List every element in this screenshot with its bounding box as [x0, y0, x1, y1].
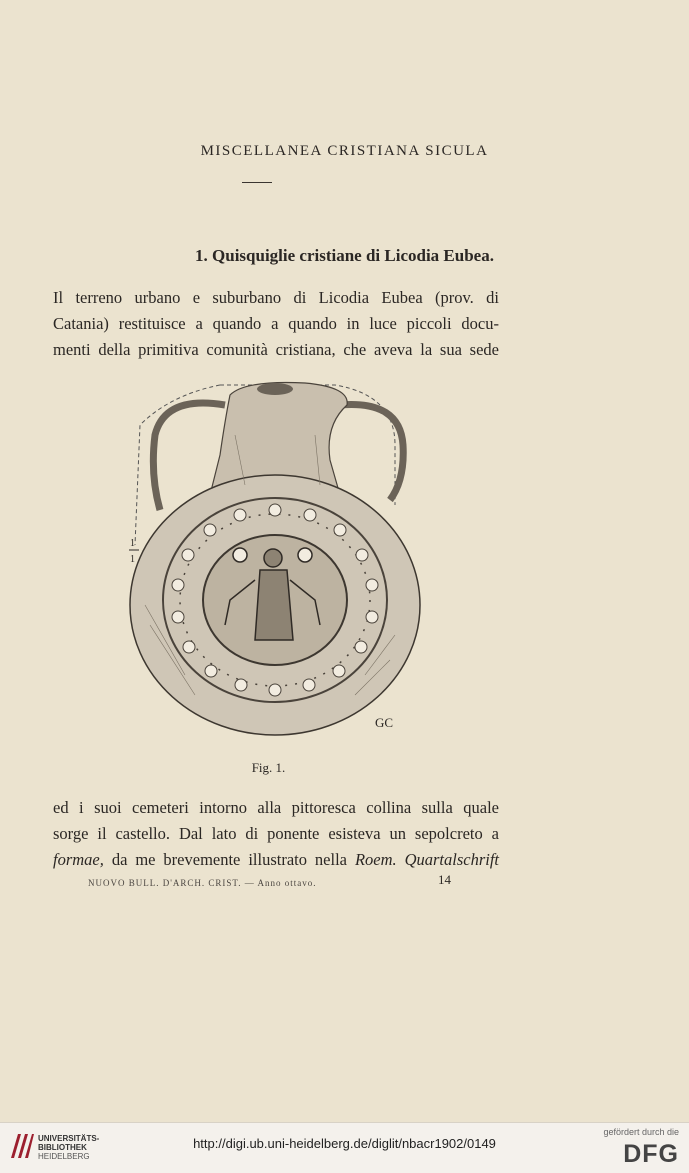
- paragraph-2: [53, 795, 499, 873]
- paragraph-1: [53, 285, 499, 363]
- italic-journal-ref: Roem. Quartalschrift: [354, 850, 499, 869]
- paragraph-2-line: sorge il castello. Dal lato di ponente esisteva un sepolcreto a: [53, 824, 499, 843]
- italic-formae: formae,: [53, 850, 104, 869]
- paragraph-1-line: Catania) restituisce a quando a quando in luce piccoli docu-: [53, 314, 499, 333]
- scale-mark-top: 1: [130, 538, 135, 549]
- dfg-logo[interactable]: DFG: [623, 1140, 679, 1168]
- paragraph-2-text: da me brevemente illustrato nella: [103, 850, 355, 869]
- figure-monogram: GC: [375, 715, 394, 730]
- library-line-2: BIBLIOTHEK: [38, 1143, 87, 1152]
- page-number: 14: [438, 872, 451, 887]
- paragraph-2-line: ed i suoi cemeteri intorno alla pittoresca collina sulla quale: [53, 798, 499, 817]
- scale-mark-bottom: 1: [130, 554, 135, 565]
- ampulla-figure: [125, 375, 425, 740]
- library-line-1: UNIVERSITÄTS-: [38, 1134, 100, 1143]
- paragraph-1-line: menti della primitiva comunità cristiana, che aveva la sua sede: [53, 340, 499, 359]
- page-heading: MISCELLANEA CRISTIANA SICULA: [200, 143, 489, 159]
- figure-caption: Fig. 1.: [251, 760, 286, 775]
- heading-rule: [242, 182, 272, 183]
- journal-footer: NUOVO BULL. D'ARCH. CRIST. — Anno ottavo.: [88, 878, 317, 888]
- paragraph-2-line: [53, 847, 499, 873]
- section-title: 1. Quisquiglie cristiane di Licodia Eubea.: [195, 246, 494, 265]
- paragraph-1-line: Il terreno urbano e suburbano di Licodia Eubea (prov. di: [53, 288, 499, 307]
- sponsor-label: gefördert durch die: [603, 1127, 679, 1137]
- library-line-3: HEIDELBERG: [38, 1152, 90, 1161]
- permalink-url[interactable]: http://digi.ub.uni-heidelberg.de/diglit/nbacr1902/0149: [193, 1136, 496, 1151]
